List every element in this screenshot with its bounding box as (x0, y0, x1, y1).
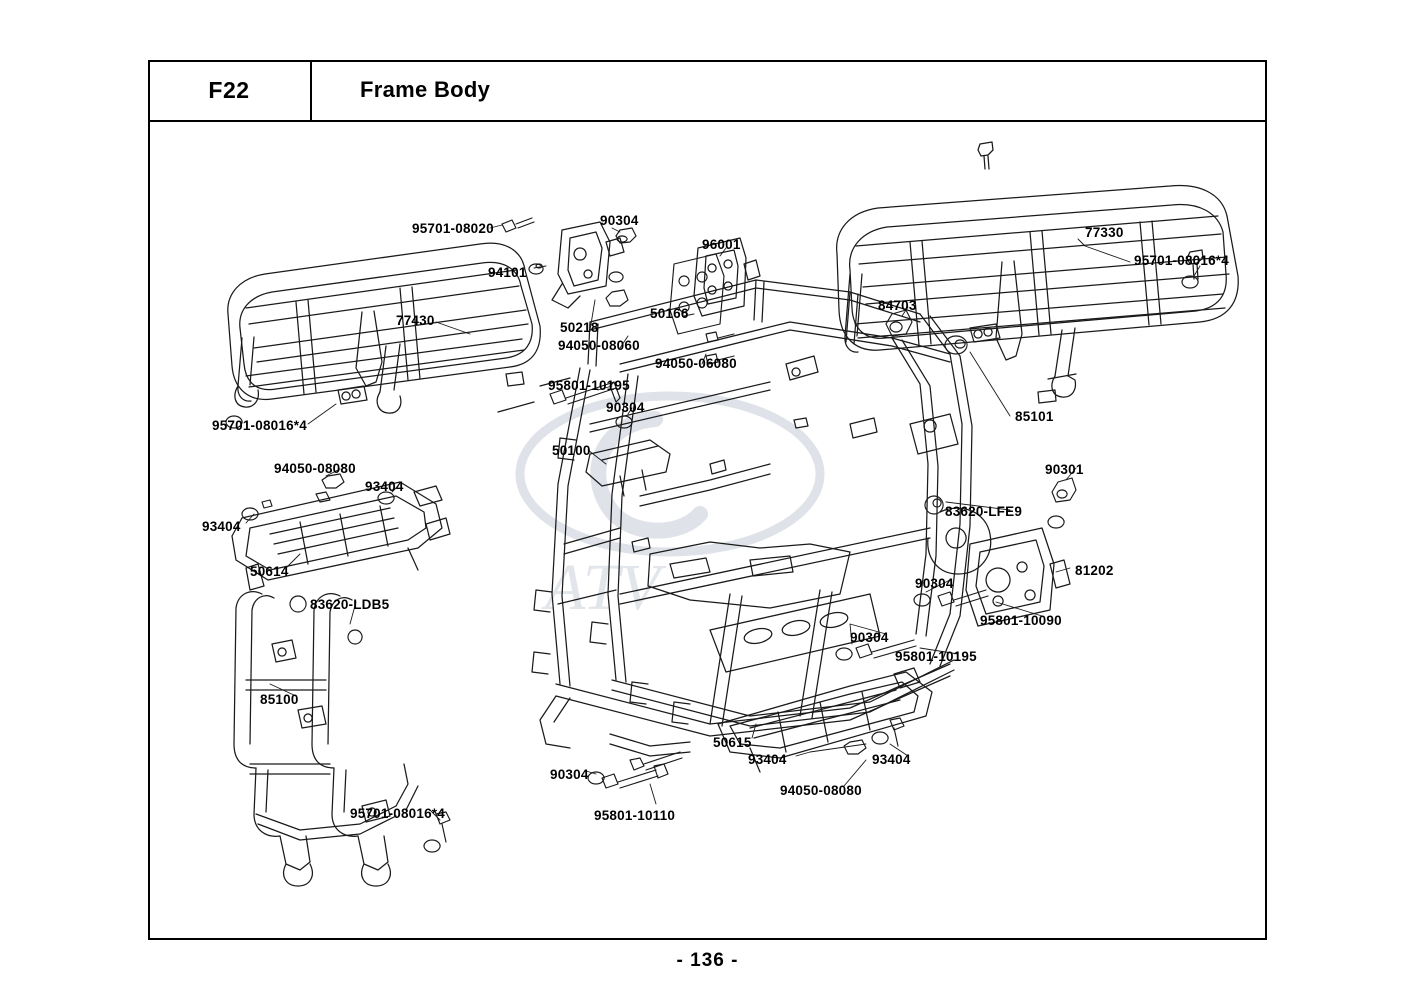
callout-50100: 50100 (552, 443, 591, 458)
callout-96001: 96001 (702, 237, 741, 252)
callout-95701-08016-4-bumper: 95701-08016*4 (350, 806, 445, 821)
part-85100 (234, 592, 418, 886)
callout-90304-e: 90304 (550, 767, 589, 782)
callout-95801-10090: 95801-10090 (980, 613, 1062, 628)
callout-77330: 77330 (1085, 225, 1124, 240)
callout-94050-08080-left: 94050-08080 (274, 461, 356, 476)
callout-94050-06080: 94050-06080 (655, 356, 737, 371)
callout-50218: 50218 (560, 320, 599, 335)
page-number: - 136 - (676, 950, 739, 971)
callout-95801-10195-b: 95801-10195 (895, 649, 977, 664)
callout-95701-08016-4-front: 95701-08016*4 (212, 418, 307, 433)
callout-94101: 94101 (488, 265, 527, 280)
callout-90301: 90301 (1045, 462, 1084, 477)
callout-90304-c: 90304 (915, 576, 954, 591)
callout-50166: 50166 (650, 306, 689, 321)
callout-90304-a: 90304 (600, 213, 639, 228)
page-title: Frame Body (360, 77, 491, 102)
callout-95701-08020: 95701-08020 (412, 221, 494, 236)
callout-84703: 84703 (878, 298, 917, 313)
callout-93404-c: 93404 (748, 752, 787, 767)
callout-95801-10110: 95801-10110 (594, 808, 676, 823)
callout-83620-LFE9: 83620-LFE9 (945, 504, 1023, 519)
rear-rack (837, 142, 1239, 403)
exploded-diagram (150, 124, 1265, 938)
section-code-cell (148, 60, 312, 122)
leader-lines (246, 225, 1200, 820)
callout-95801-10195-a: 95801-10195 (548, 378, 630, 393)
bracket-50218 (552, 222, 624, 308)
callout-77430: 77430 (396, 313, 435, 328)
section-title-bar (312, 60, 1267, 122)
callout-83620-LDB5: 83620-LDB5 (310, 597, 390, 612)
callout-93404-a: 93404 (365, 479, 404, 494)
callout-81202: 81202 (1075, 563, 1114, 578)
callout-95701-08016-4-rear: 95701-08016*4 (1134, 253, 1229, 268)
callout-93404-b: 93404 (202, 519, 241, 534)
callout-90304-b: 90304 (606, 400, 645, 415)
callout-94050-08080-right: 94050-08080 (780, 783, 862, 798)
callout-85100: 85100 (260, 692, 299, 707)
part-81202 (966, 528, 1070, 626)
callout-85101: 85101 (1015, 409, 1054, 424)
callout-90304-d: 90304 (850, 630, 889, 645)
callout-93404-d: 93404 (872, 752, 911, 767)
callout-50615: 50615 (713, 735, 752, 750)
svg-text:ATV: ATV (545, 551, 660, 624)
callout-50614: 50614 (250, 564, 289, 579)
section-code: F22 (208, 76, 250, 103)
callout-94050-08060: 94050-08060 (558, 338, 640, 353)
